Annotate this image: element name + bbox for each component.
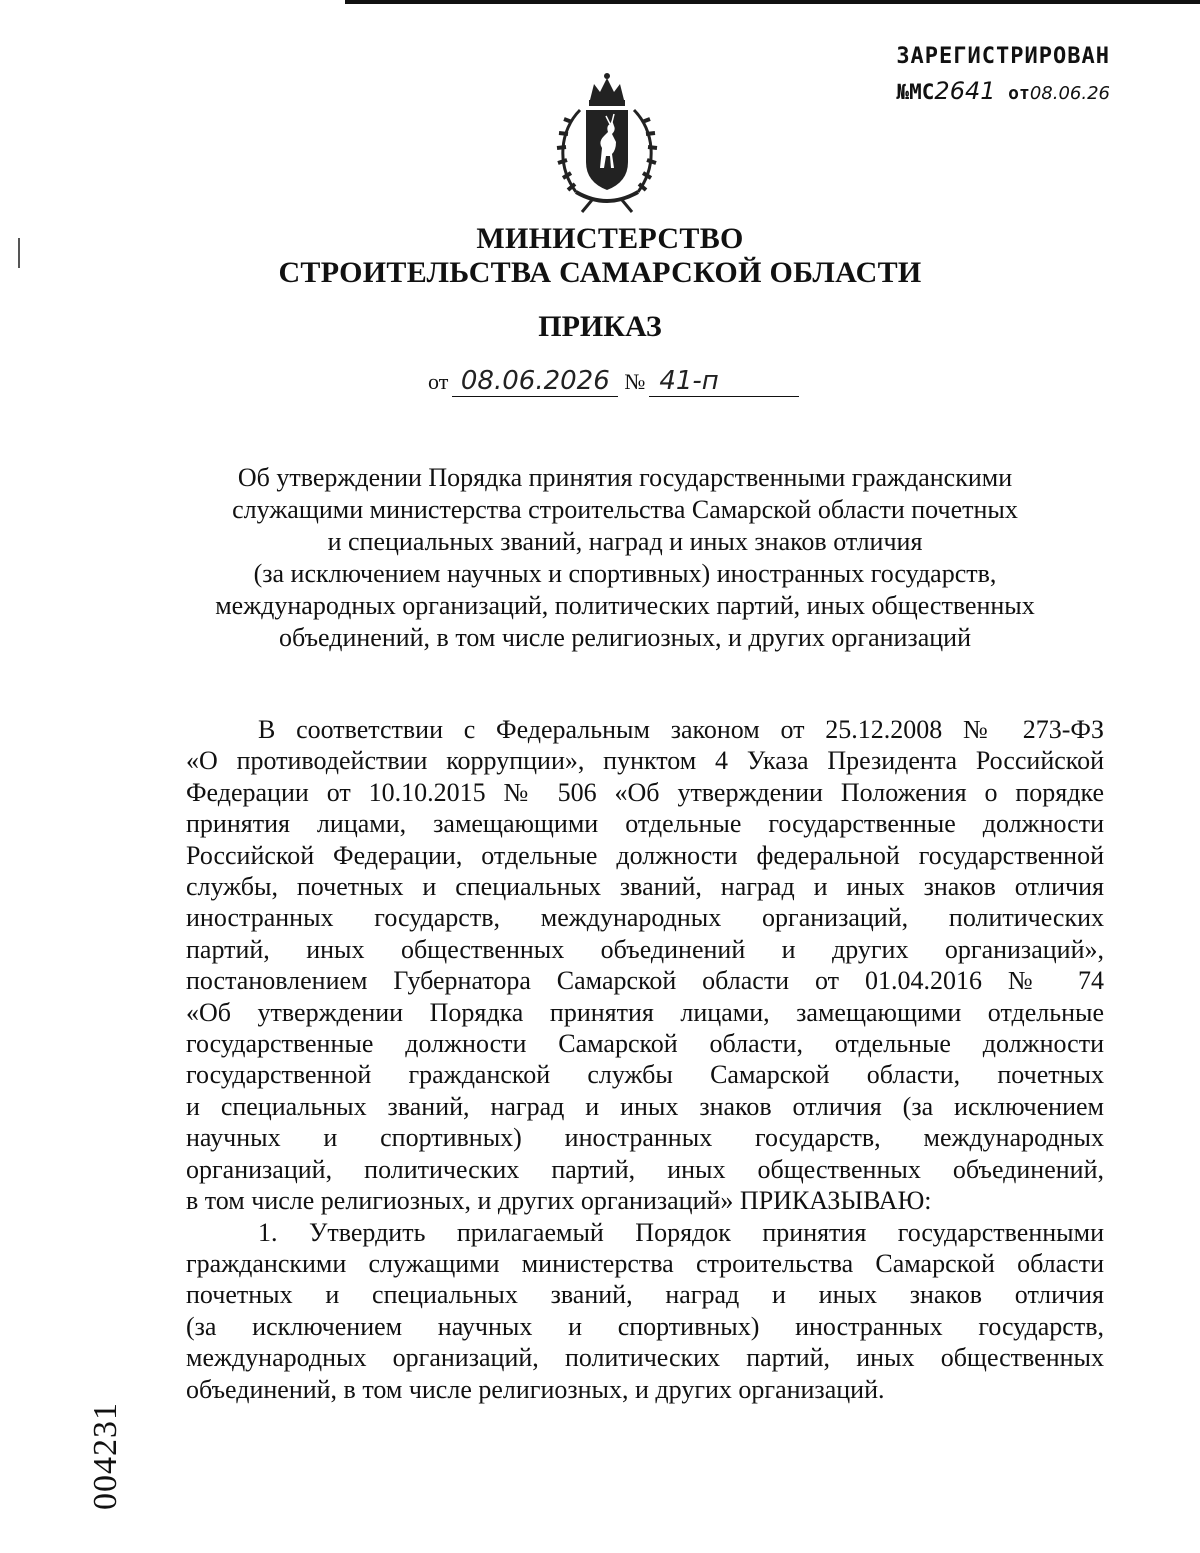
body-line: (за исключением научных и спортивных) иностранных государств, [186, 1311, 1104, 1341]
stamp-number-line [896, 77, 1110, 105]
heading-line: объединений, в том числе религиозных, и других организаций [279, 623, 971, 652]
body-line: постановлением Губернатора Самарской области от 01.04.2016 № 74 [186, 966, 1104, 996]
body-line: принятия лицами, замещающими отдельные государственные должности [186, 809, 1104, 839]
body-line: В соответствии с Федеральным законом от 25.12.2008 № 273-ФЗ [258, 715, 1104, 744]
heading-line: международных организаций, политических партий, иных общественных [215, 591, 1035, 620]
body-line: службы, почетных и специальных званий, наград и иных знаков отличия [186, 872, 1104, 902]
heading-line: (за исключением научных и спортивных) иностранных государств, [253, 559, 997, 588]
body-line: «Об утверждении Порядка принятия лицами, замещающими отдельные [186, 997, 1104, 1027]
stamp-number: 2641 [934, 77, 996, 105]
samara-coat-of-arms-icon [542, 70, 672, 215]
preamble-paragraph [186, 714, 1104, 1217]
heading-line: Об утверждении Порядка принятия государственными гражданскими [237, 463, 1013, 492]
body-line: Российской Федерации, отдельные должности федеральной государственной [186, 840, 1104, 870]
stamp-date: 08.06.26 [1029, 83, 1110, 104]
body-line: Федерации от 10.10.2015 № 506 «Об утверждении Положения о порядке [186, 777, 1104, 807]
order-date-field: 08.06.2026 [452, 366, 618, 397]
date-label: от [428, 369, 449, 394]
top-border-line [345, 0, 1200, 4]
body-line: 1. Утвердить прилагаемый Порядок принятия государственными [258, 1217, 1104, 1247]
body-line: государственные должности Самарской области, отдельные должности [186, 1029, 1104, 1059]
body-line: и специальных званий, наград и иных знаков отличия (за исключением [186, 1091, 1104, 1121]
body-line: гражданскими служащими министерства строительства Самарской области [186, 1248, 1104, 1278]
body-line: партий, иных общественных объединений и других организаций», [186, 934, 1104, 964]
body-line: объединений, в том числе религиозных, и других организаций. [186, 1374, 885, 1404]
order-number-field: 41-п [649, 366, 799, 397]
stamp-title: ЗАРЕГИСТРИРОВАН [896, 44, 1110, 69]
number-label: № [624, 369, 646, 394]
registration-stamp [896, 44, 1110, 105]
ministry-line-1: МИНИСТЕРСТВО [476, 222, 744, 255]
order-body [186, 714, 1104, 1405]
ministry-name [0, 222, 1200, 290]
body-line: «О противодействии коррупции», пунктом 4 Указа Президента Российской [186, 746, 1104, 776]
order-heading [180, 462, 1070, 654]
order-date-number-line [428, 366, 799, 397]
stamp-date-prefix: от [1008, 83, 1030, 104]
side-serial-number: 004231 [87, 1402, 124, 1510]
item-1-paragraph [186, 1217, 1104, 1405]
heading-line: и специальных званий, наград и иных знаков отличия [327, 527, 923, 556]
stamp-prefix: №МС [896, 80, 935, 104]
body-line: международных организаций, политических партий, иных общественных [186, 1343, 1104, 1373]
body-line: государственной гражданской службы Самарской области, почетных [186, 1060, 1104, 1090]
body-line: почетных и специальных званий, наград и иных знаков отличия [186, 1280, 1104, 1310]
ministry-line-2: СТРОИТЕЛЬСТВА САМАРСКОЙ ОБЛАСТИ [278, 256, 922, 289]
body-line: организаций, политических партий, иных общественных объединений, [186, 1154, 1104, 1184]
heading-line: служащими министерства строительства Самарской области почетных [232, 495, 1018, 524]
document-type: ПРИКАЗ [538, 310, 662, 343]
body-line: иностранных государств, международных организаций, политических [186, 903, 1104, 933]
body-line: в том числе религиозных, и других организаций» ПРИКАЗЫВАЮ: [186, 1186, 932, 1216]
body-line: научных и спортивных) иностранных государств, международных [186, 1123, 1104, 1153]
